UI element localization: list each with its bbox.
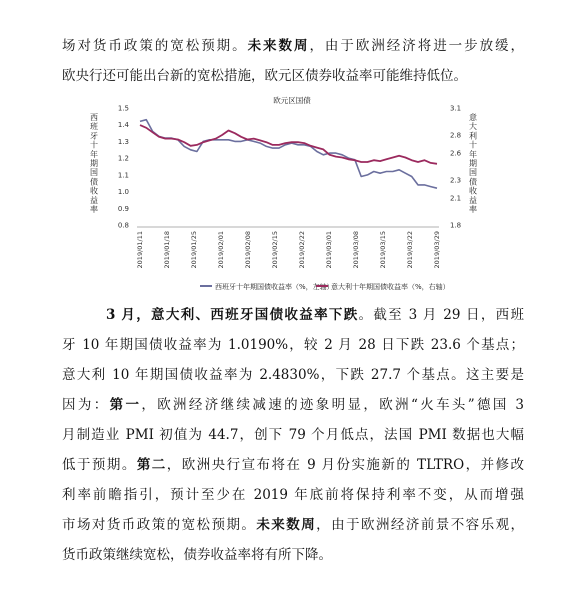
x-tick-label: 2019/01/25 [190, 231, 198, 269]
right-tick-label: 2.6 [450, 149, 462, 158]
right-tick-label: 1.8 [450, 221, 462, 230]
left-axis-label-char: 率 [90, 205, 98, 214]
left-axis-label-char: 收 [90, 186, 98, 196]
section-heading: 3 月，意大利、西班牙国债收益率下跌 [106, 307, 359, 323]
section-line-2: 牙 10 年期国债收益率为 1.0190%，较 2 月 28 日下跌 23.6 个基点； [62, 337, 524, 353]
left-axis-label-char: 十 [90, 140, 98, 150]
x-tick-label: 2019/03/15 [379, 231, 387, 269]
right-axis-label-char: 意 [469, 113, 477, 122]
right-axis-label-char: 年 [469, 149, 477, 159]
left-axis-label-char: 西 [90, 113, 98, 122]
left-axis-label-char: 债 [90, 177, 98, 187]
left-tick-label: 0.8 [117, 221, 129, 230]
left-tick-label: 1.2 [117, 154, 129, 163]
right-axis-label-char: 国 [469, 168, 477, 178]
right-axis-label-char: 十 [469, 140, 477, 150]
section-text: 因为： [62, 397, 110, 413]
x-tick-label: 2019/03/29 [433, 231, 441, 269]
section-emphasis: 第一 [109, 397, 142, 413]
legend-label: 意大利十年期国债收益率（%，右轴） [331, 283, 450, 291]
spain-yield-line [140, 120, 437, 189]
section-text: 低于预期。 [62, 457, 137, 473]
legend-label: 西班牙十年期国债收益率（%，左轴） [215, 283, 334, 291]
left-axis-label-char: 班 [90, 122, 98, 132]
x-tick-label: 2019/02/15 [271, 231, 279, 269]
left-tick-label: 1.3 [117, 137, 129, 146]
x-tick-label: 2019/03/01 [325, 231, 333, 269]
left-tick-label: 0.9 [117, 204, 129, 213]
right-axis-label-char: 益 [469, 195, 477, 205]
section-text: ，欧洲央行宣布将在 9 月份实施新的 TLTRO，并修改 [166, 457, 525, 473]
right-tick-label: 2.1 [450, 194, 462, 203]
section-line-5: 月制造业 PMI 初值为 44.7，创下 79 个月低点，法国 PMI 数据也大幅 [62, 427, 524, 443]
right-axis-label-char: 大 [469, 122, 477, 132]
right-tick-label: 3.1 [450, 104, 462, 113]
x-tick-label: 2019/01/18 [163, 231, 171, 269]
left-axis-label-char: 益 [90, 195, 98, 205]
x-tick-label: 2019/03/08 [352, 231, 360, 269]
right-axis-label-char: 期 [469, 159, 477, 168]
x-tick-label: 2019/02/22 [298, 231, 306, 269]
right-axis-ticks [450, 105, 462, 230]
section-text: 。截至 3 月 29 日，西班 [358, 307, 525, 323]
section-line-9: 货币政策继续宽松，债券收益率将有所下降。 [62, 547, 332, 563]
section-line-6 [62, 453, 524, 473]
intro-text: 场对货币政策的宽松预期。 [62, 38, 248, 54]
right-tick-label: 2.8 [450, 131, 462, 140]
right-axis-label-char: 债 [469, 177, 477, 187]
x-tick-label: 2019/01/11 [136, 231, 144, 269]
left-axis-ticks [118, 105, 130, 230]
left-axis-label-char: 牙 [90, 131, 98, 141]
section-emphasis: 第二 [136, 457, 167, 473]
section-line-4 [62, 393, 524, 413]
right-tick-label: 2.3 [450, 176, 462, 185]
left-tick-label: 1.4 [117, 121, 129, 130]
section-emphasis: 未来数周 [256, 517, 317, 533]
section-line-8 [62, 513, 524, 533]
left-axis-label-group [90, 113, 98, 214]
section-text: ，由于欧洲经济前景不容乐观， [316, 517, 525, 533]
x-tick-label: 2019/03/22 [406, 231, 414, 269]
intro-emphasis: 未来数周 [247, 38, 310, 54]
section-line-3: 意大利 10 年期国债收益率为 2.4830%，下跌 27.7 个基点。这主要是 [62, 367, 524, 383]
x-tick-label: 2019/02/01 [217, 231, 225, 269]
intro-line-1 [62, 34, 524, 54]
chart-title: 欧元区国债 [273, 96, 311, 105]
section-text: ，欧洲经济继续减速的迹象明显，欧洲“火车头”德国 3 [141, 397, 525, 413]
intro-text: ，由于欧洲经济将进一步放缓， [309, 38, 525, 54]
left-axis-label-char: 期 [90, 159, 98, 168]
right-axis-label-char: 率 [469, 205, 477, 214]
section-line-1 [106, 303, 524, 323]
yield-chart [82, 90, 512, 300]
left-tick-label: 1.5 [117, 104, 129, 113]
right-axis-label [469, 112, 477, 214]
x-tick-label: 2019/02/08 [244, 231, 252, 269]
section-text: 市场对货币政策的宽松预期。 [62, 517, 257, 533]
x-axis-ticks [136, 231, 441, 268]
section-line-7: 利率前瞻指引，预计至少在 2019 年底前将保持利率不变，从而增强 [62, 487, 524, 503]
right-axis-label-char: 利 [469, 131, 477, 141]
chart-legend [200, 282, 450, 292]
left-tick-label: 1.1 [117, 171, 129, 180]
left-axis-label-char: 年 [90, 149, 98, 159]
series-group [140, 120, 437, 189]
left-axis-label-char: 国 [90, 168, 98, 178]
left-tick-label: 1.0 [117, 188, 129, 197]
intro-line-2: 欧央行还可能出台新的宽松措施，欧元区债券收益率可能维持低位。 [62, 68, 467, 84]
right-axis-label-char: 收 [469, 186, 477, 196]
